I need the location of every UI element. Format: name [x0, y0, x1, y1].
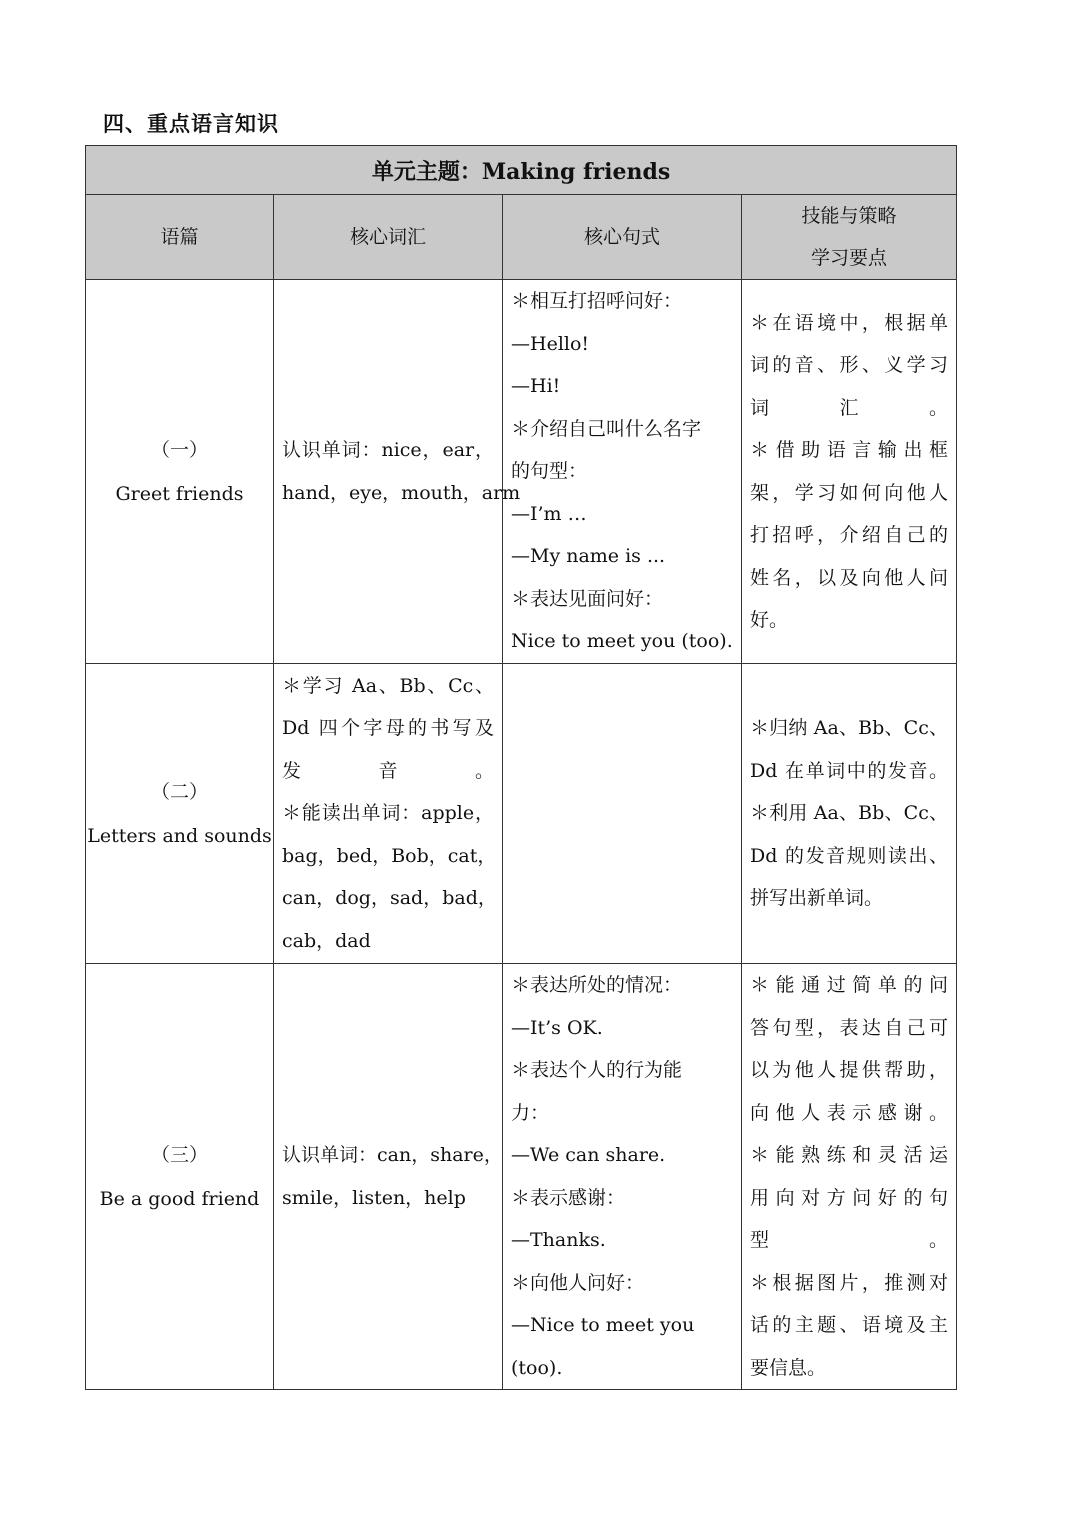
cell-line: —Thanks. [511, 1229, 606, 1251]
header-row [86, 195, 957, 280]
cell-line: 型。 [750, 1229, 949, 1251]
cell-line: bag，bed，Bob，cat， [282, 844, 497, 867]
cell-line: 话的主题、语境及主 [750, 1314, 949, 1336]
sentences-cell [503, 964, 742, 1390]
cell-line: 发音。 [282, 759, 494, 782]
cell-line: ＊表达见面问好： [511, 587, 664, 610]
passage-cell [86, 280, 274, 664]
cell-line: cab，dad [282, 929, 371, 952]
header-skills-line1: 技能与策略 [801, 205, 897, 227]
table-row [86, 664, 957, 964]
cell-line: 答句型，表达自己可 [750, 1016, 949, 1039]
header-skills [742, 195, 957, 280]
cell-line: 要信息。 [750, 1356, 827, 1379]
cell-line: ＊在语境中，根据单 [750, 311, 949, 334]
cell-line: —Nice to meet you [511, 1314, 695, 1336]
cell-line: can，dog，sad，bad， [282, 887, 497, 910]
cell-line: ＊学习 Aa、Bb、Cc、 [282, 674, 494, 697]
cell-line: ＊能熟练和灵活运 [750, 1144, 949, 1166]
vocab-cell [274, 280, 521, 664]
cell-line: (too). [511, 1356, 563, 1379]
cell-line: 向他人表示感谢。 [750, 1101, 949, 1124]
cell-line: 拼写出新单词。 [750, 887, 884, 910]
cell-line: ＊根据图片，推测对 [750, 1271, 949, 1294]
cell-line: Dd 四个字母的书写及 [282, 717, 494, 740]
header-skills-line2: 学习要点 [811, 247, 888, 269]
cell-line: —Hi! [511, 375, 561, 398]
cell-line: ＊能读出单词：apple， [282, 802, 494, 825]
cell-line: 认识单词：can，share， [282, 1144, 503, 1166]
cell-line: ＊向他人问好： [511, 1271, 645, 1294]
passage-cell [86, 964, 274, 1390]
vocab-cell [274, 964, 503, 1390]
cell-line: hand，eye，mouth，arm [282, 481, 521, 504]
cell-line: —Hello! [511, 332, 590, 355]
sentences-cell [503, 280, 742, 664]
unit-title-row [86, 146, 957, 195]
skills-cell [742, 964, 957, 1390]
passage-number: （三） [150, 1143, 208, 1166]
cell-line: 认识单词：nice，ear， [282, 439, 494, 461]
cell-line: 用向对方问好的句 [750, 1186, 949, 1209]
passage-number: （一） [150, 438, 208, 461]
cell-line: 姓名，以及向他人问 [750, 566, 949, 589]
cell-line: —We can share. [511, 1144, 666, 1166]
cell-line: ＊表达所处的情况： [511, 974, 683, 996]
unit-title: 单元主题：Making friends [86, 146, 957, 195]
cell-line: 打招呼，介绍自己的 [750, 524, 949, 546]
cell-line: 架，学习如何向他人 [750, 481, 949, 504]
cell-line: 以为他人提供帮助， [750, 1059, 949, 1081]
cell-line: 力： [511, 1101, 550, 1124]
cell-line: ＊借助语言输出框 [750, 439, 949, 461]
cell-line: 词汇。 [750, 396, 949, 419]
passage-cell [86, 664, 274, 964]
cell-line: 的句型： [511, 460, 588, 483]
skills-cell [742, 280, 957, 664]
cell-line: ＊表达个人的行为能 [511, 1059, 683, 1081]
cell-line: Dd 的发音规则读出、 [750, 844, 949, 867]
vocab-cell [274, 664, 503, 964]
cell-line: 好。 [750, 609, 789, 631]
passage-name: Be a good friend [99, 1187, 260, 1210]
cell-line: ＊利用 Aa、Bb、Cc、 [750, 802, 949, 825]
cell-line: ＊能通过简单的问 [750, 974, 949, 996]
cell-line: —My name is ... [511, 545, 666, 568]
cell-line: ＊表示感谢： [511, 1186, 626, 1209]
cell-line: Nice to meet you (too). [511, 630, 733, 653]
section-title: 四、重点语言知识 [103, 112, 279, 136]
passage-name: Letters and sounds [87, 824, 272, 847]
cell-line: ＊介绍自己叫什么名字 [511, 417, 702, 440]
header-passage: 语篇 [86, 195, 274, 280]
passage-number: （二） [150, 780, 208, 803]
cell-line: ＊归纳 Aa、Bb、Cc、 [750, 717, 949, 740]
table-row [86, 964, 957, 1390]
cell-line: ＊相互打招呼问好： [511, 290, 683, 313]
cell-line: smile，listen，help [282, 1186, 466, 1209]
passage-name: Greet friends [115, 482, 244, 505]
sentences-cell [503, 664, 742, 964]
cell-line: —It’s OK. [511, 1016, 603, 1039]
table-row [86, 280, 957, 664]
header-vocab: 核心词汇 [274, 195, 503, 280]
cell-line: Dd 在单词中的发音。 [750, 759, 949, 782]
cell-line: —I’m … [511, 502, 587, 525]
skills-cell [742, 664, 957, 964]
cell-line: 词的音、形、义学习 [750, 354, 949, 376]
language-knowledge-table [85, 145, 957, 1390]
header-sentences: 核心句式 [503, 195, 742, 280]
